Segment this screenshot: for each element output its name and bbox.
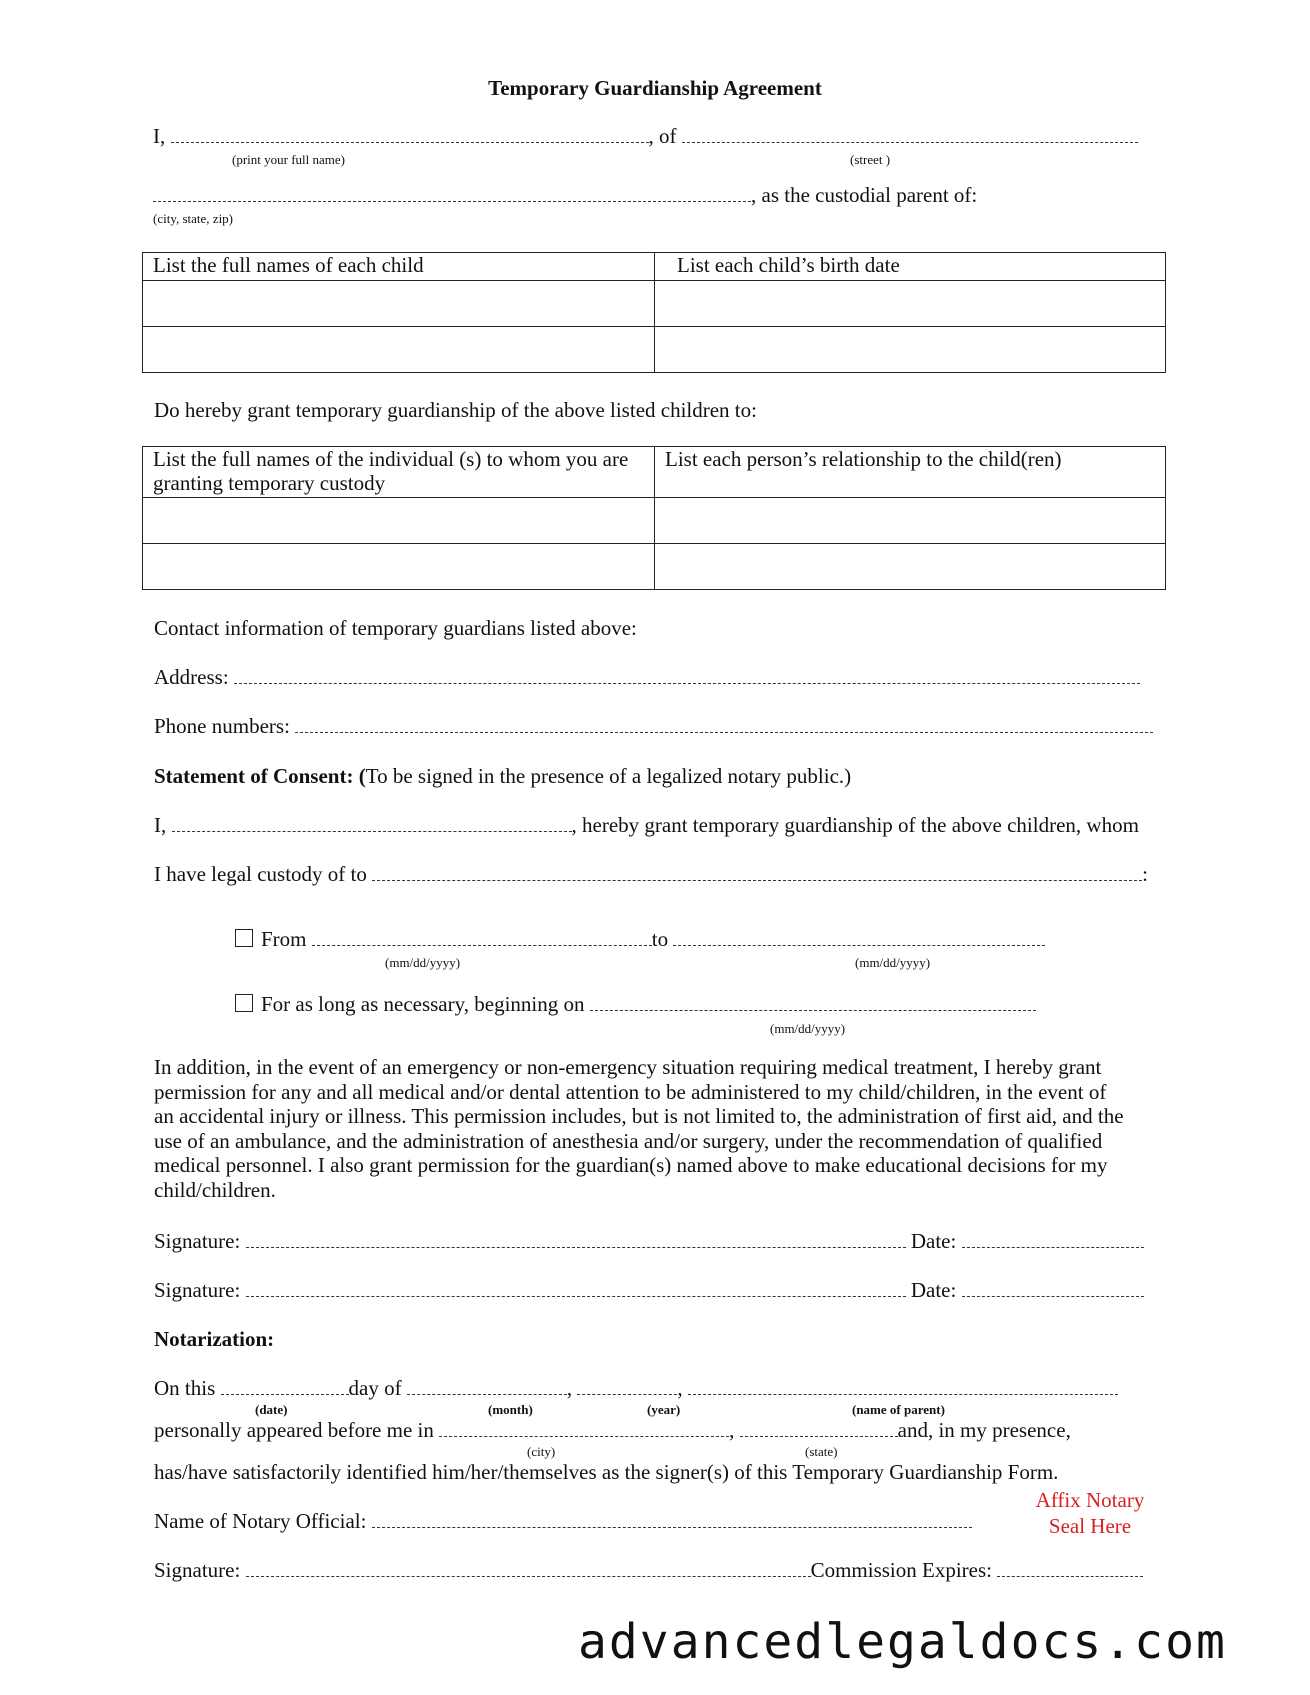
state-caption: (state) [805, 1444, 838, 1459]
child-birthdate-cell[interactable] [655, 327, 1166, 373]
day-of-label: day of [348, 1376, 402, 1400]
notary-line-2 [154, 1418, 1071, 1443]
consent-i-label: I, [154, 813, 167, 837]
beginning-date-field[interactable] [590, 1010, 1036, 1011]
full-name-field[interactable] [171, 142, 649, 143]
notary-seal-area [1010, 1487, 1170, 1539]
guardians-header-names [143, 447, 655, 498]
consent-heading-rest: To be signed in the presence of a legalized notary public.) [365, 764, 852, 788]
custody-colon: : [1142, 862, 1148, 886]
page-title: Temporary Guardianship Agreement [488, 76, 822, 100]
medical-line: use of an ambulance, and the administration of anesthesia and/or surgery, under the recommendation of qualified [154, 1128, 1103, 1153]
watermark-text: advancedlegaldocs.com [578, 1614, 1227, 1670]
presence-text: and, in my presence, [897, 1418, 1071, 1442]
commission-label: Commission Expires: [810, 1558, 993, 1582]
child-name-cell[interactable] [143, 281, 655, 327]
custody-field[interactable] [372, 880, 1142, 881]
notary-signature-field[interactable] [246, 1576, 811, 1577]
child-name-cell[interactable] [143, 327, 655, 373]
year-caption: (year) [647, 1402, 681, 1417]
intro-line-1 [153, 124, 1138, 149]
guardians-header-relationship: List each person’s relationship to the child(ren) [655, 447, 1166, 498]
month-caption: (month) [488, 1402, 533, 1417]
guardians-header-line-2: granting temporary custody [153, 471, 386, 495]
from-date-field[interactable] [312, 945, 652, 946]
parent-name-field[interactable] [688, 1394, 1118, 1395]
necessary-checkbox[interactable] [235, 994, 253, 1012]
consent-name-field[interactable] [172, 831, 572, 832]
medical-line: medical personnel. I also grant permission for the guardian(s) named above to make educational decisions for my [154, 1153, 1108, 1178]
notary-date-field[interactable] [221, 1394, 349, 1395]
consent-grant-text: , hereby grant temporary guardianship of the above children, whom [571, 813, 1139, 837]
guardian-relationship-cell[interactable] [655, 498, 1166, 544]
beginning-date-caption: (mm/dd/yyyy) [770, 1021, 846, 1036]
notary-line-1 [154, 1376, 1118, 1401]
notary-name-line [154, 1509, 972, 1534]
custody-text: I have legal custody of to [154, 862, 367, 886]
children-header-birthdate: List each child’s birth date [655, 253, 1166, 281]
date-field-1[interactable] [962, 1247, 1144, 1248]
from-to-checkbox[interactable] [235, 929, 253, 947]
from-label: From [261, 927, 307, 951]
signature-row-1 [154, 1229, 1144, 1254]
signature-label: Signature: [154, 1229, 241, 1253]
street-field[interactable] [682, 142, 1138, 143]
notary-city-field[interactable] [439, 1436, 729, 1437]
guardian-relationship-cell[interactable] [655, 544, 1166, 590]
consent-line-1 [154, 813, 1139, 838]
parent-caption: (name of parent) [852, 1402, 945, 1417]
phone-line [154, 714, 1153, 739]
address-line [154, 665, 1140, 690]
comma: , [677, 1376, 683, 1400]
custodial-text: , as the custodial parent of: [751, 183, 978, 207]
address-field[interactable] [234, 683, 1140, 684]
to-date-caption: (mm/dd/yyyy) [855, 955, 931, 970]
guardian-name-cell[interactable] [143, 544, 655, 590]
intro-i-label: I, [153, 124, 166, 148]
notary-month-field[interactable] [407, 1394, 567, 1395]
medical-paragraph [154, 1055, 1124, 1203]
phone-field[interactable] [295, 732, 1153, 733]
consent-line-2 [154, 862, 1148, 887]
signature-field-1[interactable] [246, 1247, 906, 1248]
signature-label: Signature: [154, 1278, 241, 1302]
child-birthdate-cell[interactable] [655, 281, 1166, 327]
intro-line-2 [153, 183, 977, 208]
comma: , [566, 1376, 573, 1400]
signature-field-2[interactable] [246, 1296, 906, 1297]
phone-label: Phone numbers: [154, 714, 290, 738]
intro-of-label: , of [648, 124, 677, 148]
city-caption: (city, state, zip) [153, 211, 234, 226]
grant-text: Do hereby grant temporary guardianship of the above listed children to: [154, 398, 757, 422]
on-this-label: On this [154, 1376, 216, 1400]
medical-line: an accidental injury or illness. This permission includes, but is not limited to, the administration of first aid, and the [154, 1104, 1124, 1129]
from-to-option [235, 927, 1045, 952]
notary-name-label: Name of Notary Official: [154, 1509, 367, 1533]
guardians-header-line-1: List the full names of the individual (s) to whom you are [153, 447, 629, 471]
to-date-field[interactable] [673, 945, 1045, 946]
identified-text: has/have satisfactorily identified him/her/themselves as the signer(s) of this Temporary Guardianship Form. [154, 1460, 1059, 1484]
notary-signature-line [154, 1558, 1143, 1583]
necessary-label: For as long as necessary, beginning on [261, 992, 585, 1016]
city-state-zip-field[interactable] [153, 201, 751, 202]
children-table [142, 252, 1166, 373]
comma: , [729, 1418, 735, 1442]
notary-state-field[interactable] [740, 1436, 898, 1437]
print-name-caption: (print your full name) [232, 152, 345, 167]
commission-field[interactable] [997, 1576, 1143, 1577]
signature-row-2 [154, 1278, 1144, 1303]
medical-line: permission for any and all medical and/or dental attention to be administered to my child/children, in the event of [154, 1079, 1107, 1104]
street-caption: (street ) [850, 152, 891, 167]
consent-heading-paren: ( [358, 764, 366, 788]
city-caption: (city) [527, 1444, 556, 1459]
seal-line-2: Seal Here [1048, 1514, 1132, 1538]
to-label: to [651, 927, 669, 951]
consent-heading-bold: Statement of Consent: [154, 764, 354, 788]
date-field-2[interactable] [962, 1296, 1144, 1297]
date-label: Date: [910, 1278, 957, 1302]
medical-line: child/children. [154, 1177, 276, 1202]
notary-signature-label: Signature: [154, 1558, 241, 1582]
notary-name-field[interactable] [372, 1527, 972, 1528]
date-label: Date: [910, 1229, 957, 1253]
contact-heading: Contact information of temporary guardians listed above: [154, 616, 637, 640]
from-date-caption: (mm/dd/yyyy) [385, 955, 461, 970]
medical-line: In addition, in the event of an emergency or non-emergency situation requiring medical treatment, I hereby grant [154, 1055, 1102, 1079]
address-label: Address: [154, 665, 229, 689]
guardians-table [142, 446, 1166, 590]
notarization-heading: Notarization: [154, 1327, 275, 1351]
date-caption: (date) [255, 1402, 288, 1417]
seal-line-1: Affix Notary [1035, 1488, 1145, 1512]
guardian-name-cell[interactable] [143, 498, 655, 544]
necessary-option [235, 992, 1036, 1017]
children-header-names: List the full names of each child [143, 253, 655, 281]
notary-year-field[interactable] [577, 1394, 677, 1395]
appeared-text: personally appeared before me in [154, 1418, 434, 1442]
consent-heading [154, 764, 851, 789]
